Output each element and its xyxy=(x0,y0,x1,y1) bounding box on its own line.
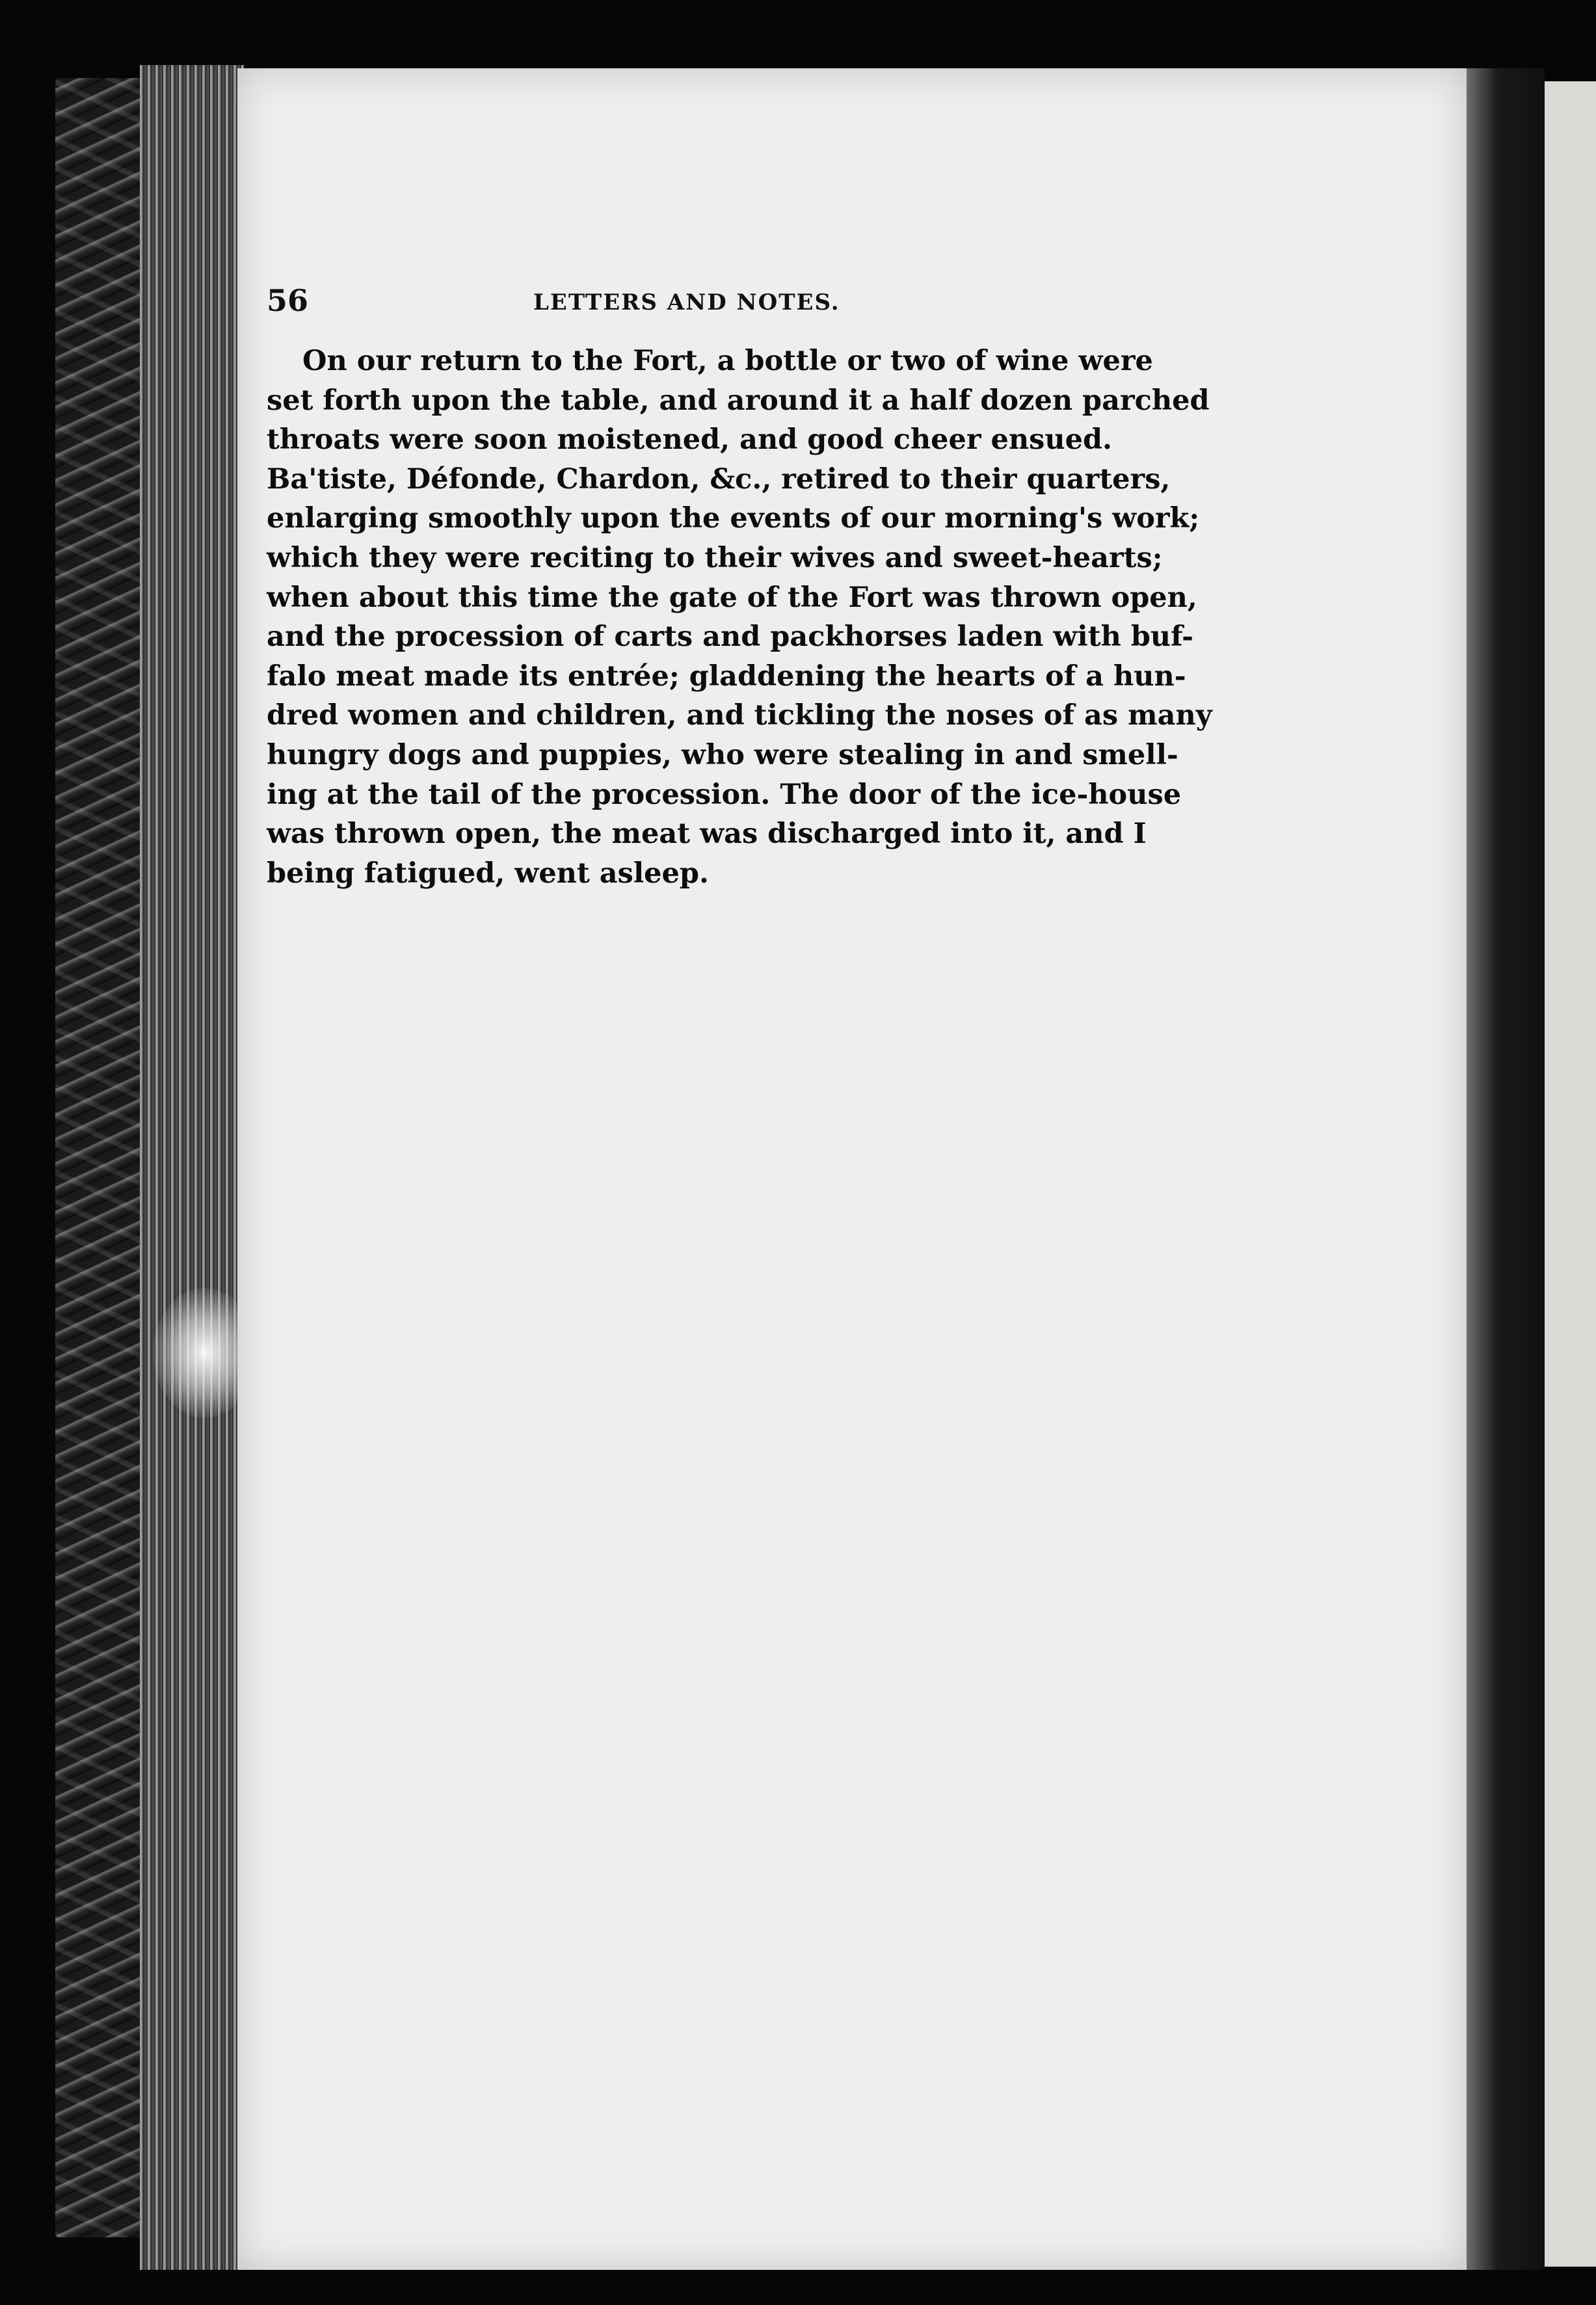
text-line: Ba'tiste, Défonde, Chardon, &c., retired to their quarters, xyxy=(267,462,1171,496)
text-line: ing at the tail of the procession. The door of the ice-house xyxy=(267,778,1182,811)
text-line: being fatigued, went asleep. xyxy=(267,857,709,890)
text-line: dred women and children, and tickling the noses of as many xyxy=(267,699,1212,732)
text-line: falo meat made its entrée; gladdening the hearts of a hun- xyxy=(267,660,1186,693)
running-title: LETTERS AND NOTES. xyxy=(533,289,840,315)
text-line: when about this time the gate of the Fort was thrown open, xyxy=(267,581,1197,614)
body-paragraph xyxy=(267,341,1212,893)
running-head xyxy=(267,283,1106,322)
text-line: hungry dogs and puppies, who were stealing in and smell- xyxy=(267,738,1178,771)
text-line: and the procession of carts and packhorses laden with buf- xyxy=(267,620,1193,654)
page-edges xyxy=(140,65,244,2270)
text-line: On our return to the Fort, a bottle or two of wine were xyxy=(302,345,1153,377)
text-line: which they were reciting to their wives and sweet-hearts; xyxy=(267,541,1163,574)
text-line: enlarging smoothly upon the events of our morning's work; xyxy=(267,502,1200,535)
marbled-book-spine xyxy=(55,78,146,2237)
text-line: set forth upon the table, and around it a half dozen parched xyxy=(267,384,1210,417)
page-gutter xyxy=(1467,68,1545,2270)
text-line: was thrown open, the meat was discharged into it, and I xyxy=(267,818,1147,851)
page-number: 56 xyxy=(267,283,309,318)
text-line: throats were soon moistened, and good cheer ensued. xyxy=(267,423,1112,457)
next-page-edge xyxy=(1545,81,1596,2267)
